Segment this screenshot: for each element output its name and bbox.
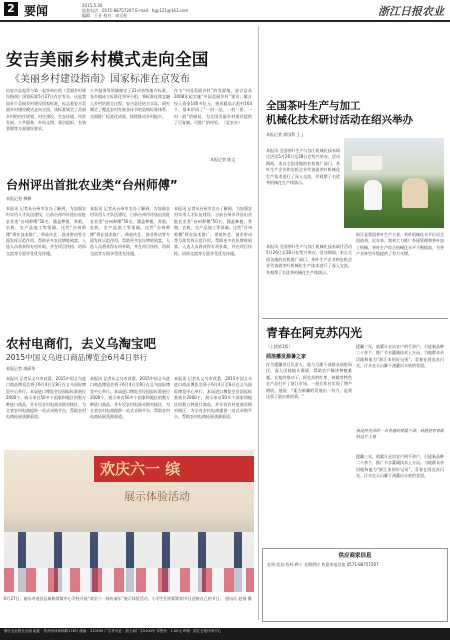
feature-rule bbox=[262, 318, 448, 319]
feature-col-2: 援疆三年，他累计走访农户两千余户，引进新品种二十余个，推广节水灌溉技术上万亩。当地群众亲切地称他为“浙江来的好兄弟”。青春在阿克苏闪光，汗水在天山脚下浇灌出丰收的希望。 bbox=[356, 344, 444, 369]
lead-byline: 本报记者 陈文 bbox=[210, 157, 236, 162]
article3-col-2: 本报讯 记者从义乌市获悉，2015中国义乌进口商品博览会将于6月4日至8日在义乌国际博览中心举行。本届进口博览会设国际标准展位2000个，展示来自50多个国家和地区的数万种进口商品，并专设农村电商采购对接区，为全省农村电商提供一站式采购平台，帮助农村电商拓展货源渠道。 bbox=[90, 376, 170, 420]
article3-headline: 农村电商们，去义乌淘宝吧 bbox=[6, 336, 157, 351]
right-col-2: 本报讯 全国茶叶生产与加工机械化技术研讨活动5月26日至28日在绍兴举办。活动期间，来自全国各地的农机推广部门、茶叶生产企业和农机企业代表就茶叶机械化生产技术进行了深入交流，并观摩了名优茶机械化生产线演示。 bbox=[266, 244, 352, 275]
farmer-figure bbox=[364, 180, 382, 210]
feature-intro: （上接第1版） bbox=[266, 344, 293, 349]
feature-col-3: 援疆三年，他累计走访农户两千余户，引进新品种二十余个，推广节水灌溉技术上万亩。当地群众亲切地称他为“浙江来的好兄弟”。青春在阿克苏闪光，汗水在天山脚下浇灌出丰收的希望。 bbox=[356, 454, 444, 479]
article3-col-1: 本报讯 记者从义乌市获悉，2015中国义乌进口商品博览会将于6月4日至8日在义乌国际博览中心举行。本届进口博览会设国际标准展位2000个，展示来自50多个国家和地区的数万种进口商品，并专设农村电商采购对接区，为全省农村电商提供一站式采购平台，帮助农村电商拓展货源渠道。 bbox=[6, 376, 86, 420]
newspaper-brand: 浙江日报农业 bbox=[378, 5, 444, 18]
right-col-1: 本报讯 全国茶叶生产与加工机械化技术研讨活动5月26日至28日在绍兴举办。活动期间，来自全国各地的农机推广部门、茶叶生产企业和农机企业代表就茶叶机械化生产技术进行了深入交流，并观摩了名优茶机械化生产线演示。 bbox=[266, 148, 340, 186]
article2-col-1: 本报讯 记者从台州市农办了解到，为加强农村实用人才队伍建设，日前台州市评选出首批农业类“台州师傅”50名，涵盖种植、养殖、农机、农产品加工等领域。这些“台州师傅”将在技术推广、带徒传艺、创业带动等方面发挥示范作用，帮助更多农民增收致富。入选人员将获得专项补助，并在项目扶持、培训交流等方面享受优先待遇。 bbox=[6, 206, 86, 256]
section-title: 要闻 bbox=[24, 4, 49, 18]
right-col-3: 浙江是我国茶叶生产大省，茶叶机械化水平位居全国前列。近年来，我省大力推广茶园管理和茶叶加工机械，茶叶生产综合机械化水平不断提高，为茶产业转型升级提供了有力支撑。 bbox=[356, 232, 444, 257]
banner-subtext: 展示体验活动 bbox=[124, 490, 190, 503]
children-skirts bbox=[4, 568, 254, 592]
header-rule bbox=[0, 20, 450, 22]
lead-col-1: 由安吉县起草与第一起草单位的《美丽乡村建设指南》国家标准5月27日在京发布，这是我国首个美丽乡村建设国家标准，标志着安吉美丽乡村建设模式走向全国。该标准规定了美丽乡村的村庄规划、村庄建设、生态环境、经济发展、公共服务、乡风文明、基层组织、长效管理等方面建设要求。 bbox=[6, 88, 86, 132]
photo-caption: 6月27日，丽水市遂昌县新路湾镇中心学校开展“欢庆六一缤纷童年”展示体验活动，小学生们用精彩的节目迎接自己的节日。 通讯员 赵扬 摄 bbox=[4, 596, 252, 601]
footer-text: 浙江农业报社出版 地址：杭州市体育场路178号 邮编：310039 广告许可证：浙工商广字0100号 零售价：1.00元 印刷：浙江日报印务中心 bbox=[4, 629, 222, 633]
tea-harvest-photo bbox=[344, 138, 444, 228]
lead-col-2: 公共服务等领域制定了21项省级地方标准，各乡镇成立标准化领导小组，将标准化理念融入乡村治理全过程。安吉县还结合实际，研究制定了覆盖农村发展各环节的县级标准体系，全面推广标准化成果，持续推动乡村振兴。 bbox=[90, 88, 170, 119]
issue-date: 2015.5.30 bbox=[82, 3, 103, 8]
lead-subheadline: 《美丽乡村建设指南》国家标准在京发布 bbox=[10, 74, 190, 85]
feature-poem: 我是阿克苏的一名普通的援疆干部，我愿把青春献给这片土地 bbox=[356, 428, 444, 440]
column-divider bbox=[258, 26, 259, 620]
right-headline-line1: 全国茶叶生产与加工 bbox=[266, 100, 361, 112]
header-editor: 编辑：王亚 校对：胡运松 bbox=[82, 13, 128, 18]
children-performance-photo bbox=[4, 450, 254, 592]
feature-headline: 青春在阿克苏闪光 bbox=[266, 326, 363, 340]
lead-col-3: 作为“中国美丽乡村”的发源地，安吉县从2008年起实施“中国美丽乡村”建设，累计投入资金140多亿元，建成精品示范村164个，基本形成了“一村一品、一村一景、一村一韵”的格局，为全国美丽乡村建设提供了可复制、可推广的经验。（县农办） bbox=[174, 88, 252, 126]
article2-col-2: 本报讯 记者从台州市农办了解到，为加强农村实用人才队伍建设，日前台州市评选出首批农业类“台州师傅”50名，涵盖种植、养殖、农机、农产品加工等领域。这些“台州师傅”将在技术推广、带徒传艺、创业带动等方面发挥示范作用，帮助更多农民增收致富。入选人员将获得专项补助，并在项目扶持、培训交流等方面享受优先待遇。 bbox=[90, 206, 170, 256]
article2-byline: 本报记者 傅柳 bbox=[6, 196, 32, 201]
farmhouse bbox=[352, 156, 382, 170]
header-contacts: 监督电话：0571-88757207 E-mail：hgy121@163.com bbox=[82, 8, 189, 13]
ad-title: 供应商家信息 bbox=[338, 553, 372, 559]
right-byline: 本报记者 俞国利 王 j bbox=[266, 132, 303, 137]
tea-machine bbox=[402, 178, 428, 208]
article3-subheadline: 2015中国义乌进口商品博览会6月4日举行 bbox=[6, 353, 148, 362]
supplier-ad-box bbox=[262, 548, 448, 622]
article3-byline: 本报记者 唐丽华 bbox=[6, 366, 36, 371]
right-headline-line2: 机械化技术研讨活动在绍兴举办 bbox=[266, 114, 413, 126]
ad-body: 农资·农具·农药·种子 长期供应 欢迎来电洽谈 0571-88757207 bbox=[267, 562, 379, 567]
page-number: 2 bbox=[4, 2, 18, 16]
article3-col-3: 本报讯 记者从义乌市获悉，2015中国义乌进口商品博览会将于6月4日至8日在义乌国际博览中心举行。本届进口博览会设国际标准展位2000个，展示来自50多个国家和地区的数万种进口商品，并专设农村电商采购对接区，为全省农村电商提供一站式采购平台，帮助农村电商拓展货源渠道。 bbox=[174, 376, 252, 420]
lead-headline: 安吉美丽乡村模式走向全国 bbox=[6, 50, 209, 69]
page-footer bbox=[0, 628, 450, 640]
article2-col-3: 本报讯 记者从台州市农办了解到，为加强农村实用人才队伍建设，日前台州市评选出首批农业类“台州师傅”50名，涵盖种植、养殖、农机、农产品加工等领域。这些“台州师傅”将在技术推广、带徒传艺、创业带动等方面发挥示范作用，帮助更多农民增收致富。入选人员将获得专项补助，并在项目扶持、培训交流等方面享受优先待遇。 bbox=[174, 206, 252, 256]
article2-headline: 台州评出首批农业类“台州师傅” bbox=[6, 178, 178, 192]
feature-subhead: 茴浪播发源暑之家 bbox=[266, 354, 307, 360]
header-meta bbox=[82, 3, 188, 18]
banner-text: 欢庆六一 缤 bbox=[100, 460, 181, 478]
feature-col-1: 作为援疆项目负责人，他与当地干部群众同吃同住，深入田间地头调研，帮助农户解决种植难题。在他的推动下，阿克苏的红枣、核桃等特色农产品打开了浙江市场，一批合作社实现了增产增收。他说：“能为新疆的发展出一份力，是我这辈子最自豪的事。” bbox=[266, 362, 352, 400]
